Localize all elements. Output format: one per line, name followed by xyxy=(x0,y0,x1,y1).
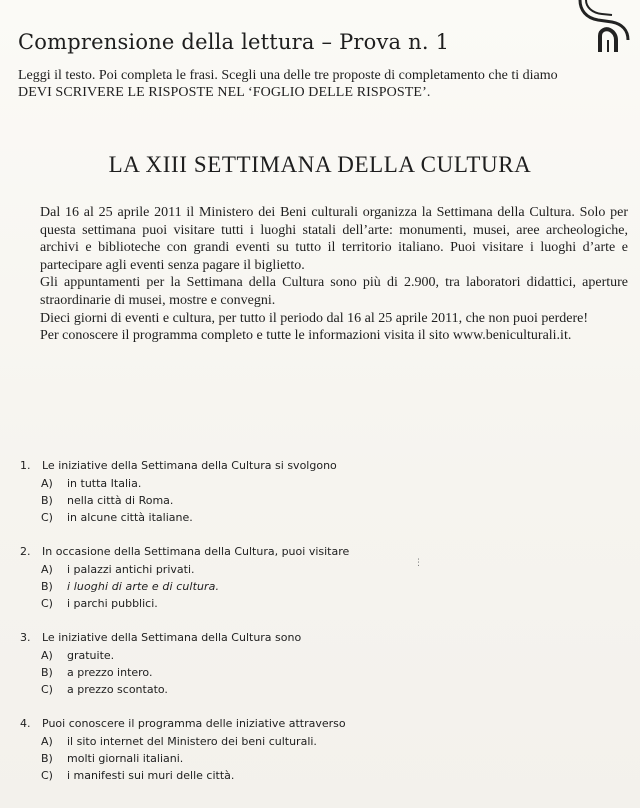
option-a xyxy=(20,647,620,664)
option-letter: A) xyxy=(41,649,53,662)
question-heading xyxy=(20,629,620,647)
article-title: LA XIII SETTIMANA DELLA CULTURA xyxy=(108,152,532,177)
option-text: i parchi pubblici. xyxy=(67,597,158,610)
question-number: 2. xyxy=(20,545,31,558)
article-paragraph: Dal 16 al 25 aprile 2011 il Ministero dei Beni culturali organizza la Settimana della Cultura. Solo per questa settimana puoi visitare tutti i luoghi statali dell’arte: monumenti, musei, aree archeologiche, archivi e biblioteche con grandi eventi su tutto il territorio italiano. Puoi visitare i luoghi d’arte e partecipare agli eventi senza pagare il biglietto. xyxy=(40,205,628,273)
option-text: in tutta Italia. xyxy=(67,477,142,490)
question-1 xyxy=(20,457,620,526)
option-b xyxy=(20,492,620,509)
option-letter: B) xyxy=(41,494,53,507)
option-b xyxy=(20,750,620,767)
question-text: Le iniziative della Settimana della Cultura si svolgono xyxy=(42,459,337,472)
option-text: a prezzo intero. xyxy=(67,666,153,679)
option-text: i palazzi antichi privati. xyxy=(67,563,195,576)
option-a xyxy=(20,561,620,578)
option-letter: B) xyxy=(41,666,53,679)
option-c xyxy=(20,767,620,784)
question-heading xyxy=(20,457,620,475)
question-text: Puoi conoscere il programma delle iniziative attraverso xyxy=(42,717,346,730)
option-letter: B) xyxy=(41,580,53,593)
option-text: molti giornali italiani. xyxy=(67,752,184,765)
option-text: nella città di Roma. xyxy=(67,494,174,507)
option-b xyxy=(20,664,620,681)
option-letter: C) xyxy=(41,597,53,610)
question-number: 1. xyxy=(20,459,31,472)
option-c xyxy=(20,681,620,698)
option-a xyxy=(20,733,620,750)
instructions-line-2: DEVI SCRIVERE LE RISPOSTE NEL ‘FOGLIO DELLE RISPOSTE’. xyxy=(18,85,431,100)
option-text: gratuite. xyxy=(67,649,115,662)
question-heading xyxy=(20,543,620,561)
option-letter: A) xyxy=(41,477,53,490)
question-text: In occasione della Settimana della Cultura, puoi visitare xyxy=(42,545,350,558)
question-2 xyxy=(20,543,620,612)
question-list xyxy=(20,457,620,784)
article-body xyxy=(40,204,628,345)
instructions-line-1: Leggi il testo. Poi completa le frasi. Scegli una delle tre proposte di completamento che ti diamo xyxy=(18,68,558,83)
option-text: in alcune città italiane. xyxy=(67,511,193,524)
article-paragraph: Dieci giorni di eventi e cultura, per tutto il periodo dal 16 al 25 aprile 2011, che non puoi perdere! xyxy=(40,310,589,326)
option-text: i luoghi di arte e di cultura. xyxy=(67,580,220,593)
article-paragraph: Per conoscere il programma completo e tutte le informazioni visita il sito www.beniculturali.it. xyxy=(40,328,572,344)
option-c xyxy=(20,509,620,526)
ministry-logo-icon xyxy=(572,0,632,56)
question-3 xyxy=(20,629,620,698)
option-b xyxy=(20,578,620,595)
instructions xyxy=(18,67,638,101)
option-text: a prezzo scontato. xyxy=(67,683,168,696)
page-title: Comprensione della lettura – Prova n. 1 xyxy=(18,30,450,54)
question-heading xyxy=(20,715,620,733)
question-number: 3. xyxy=(20,631,31,644)
option-c xyxy=(20,595,620,612)
option-letter: A) xyxy=(41,563,53,576)
question-4 xyxy=(20,715,620,784)
option-letter: A) xyxy=(41,735,53,748)
article-paragraph: Gli appuntamenti per la Settimana della Cultura sono più di 2.900, tra laboratori didattici, aperture straordinarie di musei, mostre e convegni. xyxy=(40,275,628,308)
option-letter: C) xyxy=(41,769,53,782)
option-text: il sito internet del Ministero dei beni culturali. xyxy=(67,735,317,748)
option-letter: B) xyxy=(41,752,53,765)
option-letter: C) xyxy=(41,511,53,524)
option-text: i manifesti sui muri delle città. xyxy=(67,769,235,782)
question-text: Le iniziative della Settimana della Cultura sono xyxy=(42,631,302,644)
question-number: 4. xyxy=(20,717,31,730)
option-a xyxy=(20,475,620,492)
option-letter: C) xyxy=(41,683,53,696)
ink-smudge: ⋮ xyxy=(414,558,423,568)
